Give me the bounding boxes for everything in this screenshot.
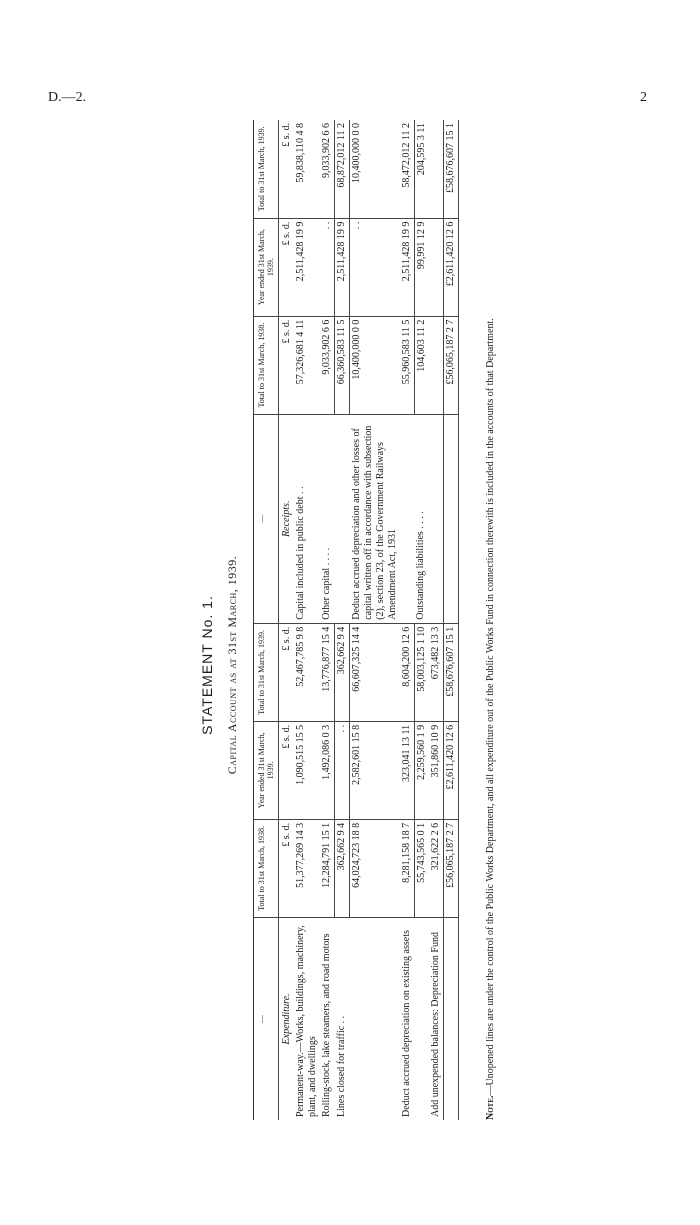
exp-value: 1,492,086 0 3	[320, 721, 335, 819]
table-row	[400, 120, 415, 1120]
receipts-heading: Receipts.	[281, 500, 292, 537]
receipt-label: Deduct accrued depreciation and other losses of capital written off in accordance with subsection (2), section 23, of the Government Railways Amendment Act, 1931	[350, 414, 400, 623]
rec-total: £2,611,420 12 6	[443, 218, 458, 316]
exp-value: 362,662 9 4	[335, 819, 350, 917]
expenditure-label: Add unexpended balances: Depreciation Fund	[429, 932, 441, 1117]
exp-year-1939-header: Year ended 31st March, 1939.	[254, 721, 279, 819]
rec-value: 66,360,583 11 5	[335, 316, 350, 414]
rec-value: 2,511,428 19 9	[335, 218, 350, 316]
statement-title: STATEMENT No. 1.	[199, 595, 215, 735]
exp-value: 55,743,565 0 1	[414, 819, 429, 917]
rec-value: 9,033,902 6 6	[320, 316, 335, 414]
expenditure-label: Permanent-way.—Works, buildings, machinery, plant, and dwellings	[295, 925, 318, 1117]
rec-value: 204,595 3 11	[414, 120, 429, 218]
rec-value: 57,326,681 4 11	[294, 316, 320, 414]
exp-value: 351,860 10 9	[429, 721, 444, 819]
rec-value: 58,472,012 11 2	[400, 120, 415, 218]
receipt-label: Other capital . . . .	[320, 414, 335, 623]
exp-total: £2,611,420 12 6	[443, 721, 458, 819]
table-row	[429, 120, 444, 1120]
receipt-label: Capital included in public debt . .	[294, 414, 320, 623]
units-label: £ s. d.	[279, 316, 295, 414]
expenditure-label: Deduct accrued depreciation on existing assets	[400, 930, 412, 1117]
expenditure-label: Lines closed for traffic . .	[335, 1015, 347, 1117]
rotated-statement	[199, 123, 505, 1165]
expenditure-label: Rolling-stock, lake steamers, and road motors	[321, 933, 332, 1117]
totals-row	[443, 120, 458, 1120]
rec-value: . .	[350, 218, 400, 316]
exp-total-1938-header: Total to 31st March, 1938.	[254, 819, 279, 917]
rec-value: 68,872,012 11 2	[335, 120, 350, 218]
exp-value: 8,281,158 18 7	[400, 819, 415, 917]
receipts-column-header: —	[254, 414, 279, 623]
exp-total: £56,065,187 2 7	[443, 819, 458, 917]
rec-total-1939-header: Total to 31st March, 1939.	[254, 120, 279, 218]
table-row	[320, 120, 335, 1120]
note-text: —Unopened lines are under the control of the Public Works Department, and all expenditure out of the Public Works Fund in connection therewith is included in the accounts of that Department.	[485, 318, 496, 1096]
rec-value: 2,511,428 19 9	[400, 218, 415, 316]
exp-value: 64,024,723 18 8	[350, 819, 400, 917]
exp-value: 52,467,785 9 8	[294, 623, 320, 721]
exp-value: 2,259,560 1 9	[414, 721, 429, 819]
exp-value: 51,377,269 14 3	[294, 819, 320, 917]
exp-value: 66,607,325 14 4	[350, 623, 400, 721]
capital-account-table	[253, 120, 459, 1120]
header-row	[254, 120, 279, 1120]
exp-value: 321,622 2 6	[429, 819, 444, 917]
units-label: £ s. d.	[279, 623, 295, 721]
receipt-label	[335, 414, 350, 623]
exp-total-1939-header: Total to 31st March, 1939.	[254, 623, 279, 721]
units-row	[279, 120, 295, 1120]
rec-value: 59,838,110 4 8	[294, 120, 320, 218]
rec-value: 2,511,428 19 9	[294, 218, 320, 316]
table-row	[294, 120, 320, 1120]
rec-total: £58,676,607 15 1	[443, 120, 458, 218]
rec-total: £56,065,187 2 7	[443, 316, 458, 414]
expenditure-label	[414, 917, 429, 1120]
rec-value: 10,400,000 0 0	[350, 120, 400, 218]
receipt-label: Outstanding liabilities . . . .	[414, 414, 429, 623]
rec-value: 10,400,000 0 0	[350, 316, 400, 414]
rec-value: . .	[320, 218, 335, 316]
rec-total-1938-header: Total to 31st March, 1938.	[254, 316, 279, 414]
receipt-label	[400, 414, 415, 623]
expenditure-label	[350, 917, 400, 1120]
footnote	[485, 120, 496, 1120]
exp-value: 13,776,877 15 4	[320, 623, 335, 721]
exp-value: 323,041 13 11	[400, 721, 415, 819]
note-label: Note.	[485, 1095, 496, 1120]
exp-value: 58,003,125 1 10	[414, 623, 429, 721]
units-label: £ s. d.	[279, 721, 295, 819]
expenditure-column-header: —	[254, 917, 279, 1120]
rec-year-1939-header: Year ended 31st March, 1939.	[254, 218, 279, 316]
page-reference: D.—2.	[48, 90, 87, 105]
exp-value: 8,604,200 12 6	[400, 623, 415, 721]
page-number: 2	[640, 90, 647, 105]
rec-value: 55,960,583 11 5	[400, 316, 415, 414]
exp-total: £58,676,607 15 1	[443, 623, 458, 721]
exp-value: 673,482 13 3	[429, 623, 444, 721]
rec-value: 9,033,902 6 6	[320, 120, 335, 218]
rec-value: 99,991 12 9	[414, 218, 429, 316]
units-label: £ s. d.	[279, 819, 295, 917]
expenditure-heading: Expenditure.	[281, 993, 292, 1045]
statement-subtitle: Capital Account as at 31st March, 1939.	[225, 555, 239, 775]
table-row	[414, 120, 429, 1120]
exp-value: . .	[335, 721, 350, 819]
exp-value: 362,662 9 4	[335, 623, 350, 721]
units-label: £ s. d.	[279, 218, 295, 316]
table-row	[350, 120, 400, 1120]
exp-value: 12,284,791 15 1	[320, 819, 335, 917]
rec-value: 104,603 11 2	[414, 316, 429, 414]
exp-value: 2,582,601 15 8	[350, 721, 400, 819]
units-label: £ s. d.	[279, 120, 295, 218]
exp-value: 1,090,515 15 5	[294, 721, 320, 819]
table-row	[335, 120, 350, 1120]
